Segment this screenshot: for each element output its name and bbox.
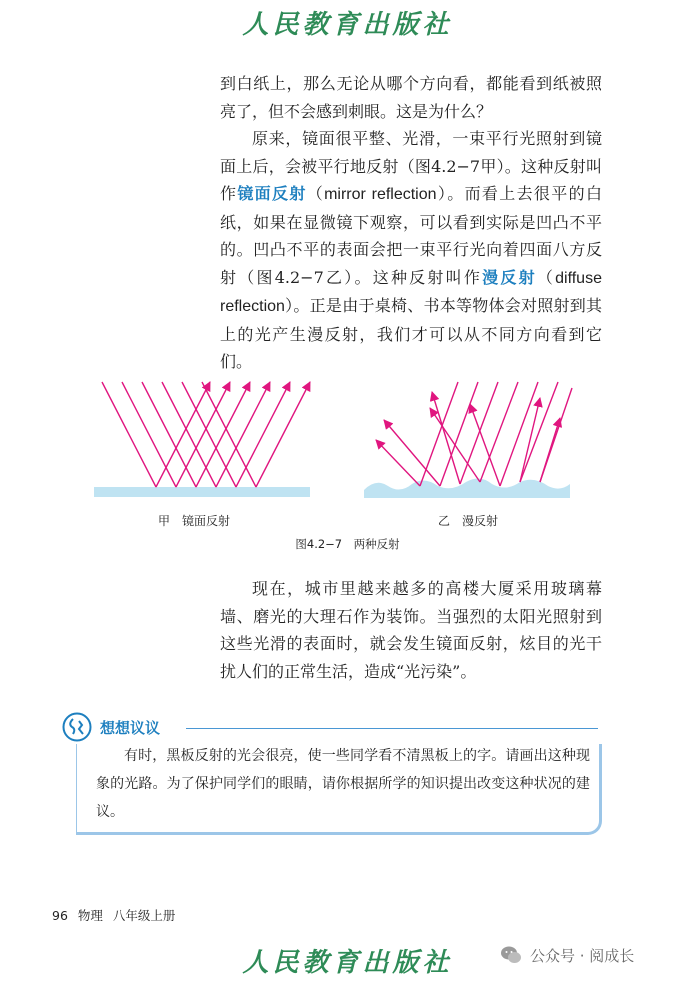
incident-ray bbox=[420, 382, 458, 486]
reflected-ray bbox=[376, 440, 420, 486]
reflected-ray bbox=[156, 382, 210, 487]
p2-part-b: （ bbox=[306, 184, 325, 203]
body-text bbox=[220, 70, 602, 376]
mirror-surface bbox=[94, 487, 310, 497]
paragraph-2 bbox=[220, 125, 602, 376]
figure-caption: 图4.2−7 两种反射 bbox=[295, 537, 400, 551]
term-mirror-reflection: 镜面反射 bbox=[237, 184, 307, 203]
term-diffuse-reflection: 漫反射 bbox=[482, 267, 537, 287]
paragraph-1: 到白纸上，那么无论从哪个方向看，都能看到纸被照亮了，但不会感到刺眼。这是为什么？ bbox=[220, 74, 602, 121]
publisher-logo-bottom: 人民教育出版社 bbox=[242, 948, 453, 978]
reflected-ray bbox=[216, 382, 270, 487]
page-footer bbox=[52, 906, 175, 924]
incident-ray bbox=[122, 382, 176, 487]
incident-ray bbox=[182, 382, 236, 487]
p2-part-c: ）。而看上去很平的白纸，如果在显微镜下观察，可以看到实际是凹凸不平的。凹凸不平的表面会把一束平行光向着四面八方反射（图4.2−7乙）。这种反射叫作 bbox=[220, 184, 602, 287]
p2-part-d: （ bbox=[536, 267, 556, 287]
english-mirror-reflection: mirror reflection bbox=[324, 186, 437, 203]
reflected-ray bbox=[520, 398, 540, 482]
diffuse-reflection-diagram bbox=[362, 378, 574, 500]
reflected-ray bbox=[236, 382, 290, 487]
reflected-ray bbox=[176, 382, 230, 487]
incident-ray bbox=[162, 382, 216, 487]
incident-ray bbox=[460, 382, 498, 484]
rough-surface bbox=[364, 478, 570, 498]
page-number: 96 bbox=[52, 908, 68, 923]
label-diffuse: 乙 漫反射 bbox=[438, 514, 499, 528]
footer-grade: 八年级上册 bbox=[112, 908, 176, 923]
reflected-ray bbox=[196, 382, 250, 487]
discussion-text: 有时，黑板反射的光会很亮，使一些同学看不清黑板上的字。请画出这种现象的光路。为了保护同学们的眼睛，请你根据所学的知识提出改变这种状况的建议。 bbox=[96, 748, 590, 820]
label-mirror: 甲 镜面反射 bbox=[158, 514, 231, 528]
incident-ray bbox=[142, 382, 196, 487]
incident-ray bbox=[202, 382, 256, 487]
watermark bbox=[500, 944, 634, 966]
footer-subject: 物理 bbox=[77, 908, 103, 923]
mirror-reflection-diagram bbox=[92, 378, 314, 500]
wechat-icon bbox=[500, 944, 522, 966]
discussion-header bbox=[62, 712, 160, 742]
watermark-text: 公众号 · 阅成长 bbox=[530, 946, 635, 965]
incident-ray bbox=[480, 382, 518, 482]
publisher-logo-top: 人民教育出版社 bbox=[242, 10, 453, 40]
thinking-face-icon bbox=[62, 712, 92, 742]
reflected-ray bbox=[430, 408, 480, 482]
english-diffuse-reflection: diffuse reflection bbox=[220, 269, 602, 315]
body-text-2 bbox=[220, 575, 602, 685]
reflected-ray bbox=[256, 382, 310, 487]
p2-part-a: 原来，镜面很平整、光滑，一束平行光照射到镜面上后，会被平行地反射（图4.2−7甲）。这种反射叫作 bbox=[220, 129, 602, 203]
reflected-ray bbox=[540, 418, 560, 482]
discussion-divider bbox=[186, 728, 598, 729]
incident-ray bbox=[520, 382, 558, 482]
discussion-text-block bbox=[96, 742, 590, 826]
p2-part-e: ）。正是由于桌椅、书本等物体会对照射到其上的光产生漫反射，我们才可以从不同方向看到它们。 bbox=[220, 296, 602, 371]
discussion-title: 想想议议 bbox=[100, 718, 161, 737]
incident-ray bbox=[102, 382, 156, 487]
incident-ray bbox=[500, 382, 538, 486]
paragraph-3: 现在，城市里越来越多的高楼大厦采用玻璃幕墙、磨光的大理石作为装饰。当强烈的太阳光照射到这些光滑的表面时，就会发生镜面反射，炫目的光干扰人们的正常生活，造成“光污染”。 bbox=[220, 579, 602, 681]
